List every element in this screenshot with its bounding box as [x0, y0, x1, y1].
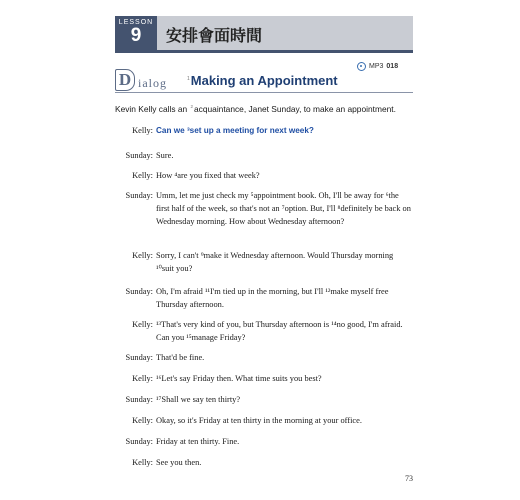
dialog-text: Sorry, I can't ⁹make it Wednesday afternoon. Would Thursday morning ¹⁰suit you? [156, 251, 394, 273]
dialog-logo-initial: D [115, 69, 135, 91]
lesson-badge [115, 16, 157, 52]
dialog-text: How ⁴are you fixed that week? [156, 171, 260, 180]
dialog-text: Oh, I'm afraid ¹¹I'm tied up in the morning, but I'll ¹²make myself free Thursday afternoon. [156, 287, 389, 309]
intro-text-end: acquaintance, Janet Sunday, to make an appointment. [194, 104, 396, 114]
dialog-text: Okay, so it's Friday at ten thirty in the morning at your office. [156, 416, 362, 425]
dialog-text: See you then. [156, 458, 202, 467]
speaker-name: Kelly: [132, 251, 153, 260]
speaker-name: Kelly: [132, 416, 153, 425]
dialog-logo-rest: ialog [138, 76, 167, 90]
speaker-name: Sunday: [125, 287, 153, 296]
speaker-name: Kelly: [132, 171, 153, 180]
dialog-intro [115, 104, 415, 114]
speaker-name: Kelly: [132, 126, 153, 135]
speaker-name: Kelly: [132, 374, 153, 383]
lesson-label: LESSON [118, 19, 154, 26]
speaker-name: Sunday: [125, 191, 153, 200]
dialog-title-text: Making an Appointment [190, 73, 338, 88]
lesson-title-bar [157, 16, 413, 52]
intro-text-start: Kevin Kelly calls an [115, 104, 190, 114]
dialog-text: ¹³That's very kind of you, but Thursday afternoon is ¹⁴no good, I'm afraid. Can you ¹⁵manage Friday? [156, 320, 403, 342]
dialog-text: Umm, let me just check my ⁵appointment book. Oh, I'll be away for ⁶the first half of the week, so that's not an ⁷option. But, I'll ⁸definitely be back on Wednesday morning. How about Wednesday afternoon? [156, 191, 411, 226]
audio-label: MP3 [369, 62, 384, 70]
speaker-name: Sunday: [125, 353, 153, 362]
note-marker: 2 [190, 104, 193, 110]
header-rule [115, 52, 413, 53]
note-marker: 1 [187, 75, 190, 82]
dialog-logo [115, 71, 187, 93]
lesson-title: 安排會面時間 [166, 26, 263, 45]
dialog-text: Friday at ten thirty. Fine. [156, 437, 240, 446]
lesson-number: 9 [130, 25, 142, 46]
speaker-name: Sunday: [125, 395, 153, 404]
dialog-text: ¹⁶Let's say Friday then. What time suits you best? [156, 374, 322, 383]
speaker-name: Kelly: [132, 458, 153, 467]
audio-track-indicator [357, 60, 398, 72]
dialog-text: Can we ³set up a meeting for next week? [156, 126, 314, 135]
dialog-text: Sure. [156, 151, 174, 160]
page-number: 73 [405, 474, 413, 483]
cd-icon [357, 62, 366, 71]
dialog-text: That'd be fine. [156, 353, 205, 362]
dialog-rule [115, 92, 413, 93]
speaker-name: Sunday: [125, 437, 153, 446]
dialog-title [186, 73, 338, 88]
audio-track-number: 018 [386, 62, 399, 70]
dialog-text: ¹⁷Shall we say ten thirty? [156, 395, 241, 404]
speaker-name: Kelly: [132, 320, 153, 329]
speaker-name: Sunday: [125, 151, 153, 160]
